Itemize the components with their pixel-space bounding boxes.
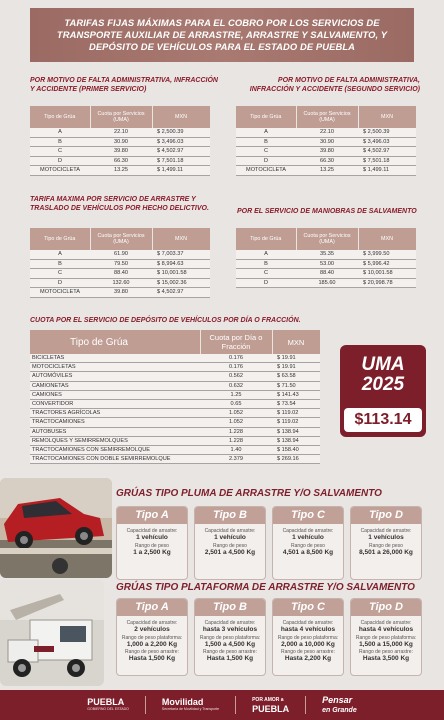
cell-tipo: B: [236, 259, 296, 269]
card-peso: 8,501 a 26,000 Kg: [359, 549, 413, 556]
cell-mxn: $ 2,500.39: [358, 128, 416, 137]
cell-uma: 66.30: [90, 156, 152, 166]
card-cap-label: Capacidad de arrastre:: [126, 528, 178, 534]
cell-tipo: B: [30, 259, 90, 269]
cell-mxn: $ 10,001.58: [152, 269, 210, 279]
cell-mxn: $ 10,001.58: [358, 269, 416, 279]
cell-mxn: $ 8,994.63: [152, 259, 210, 269]
cell-mxn: $ 7,501.18: [152, 156, 210, 166]
cell-uma: 132.60: [90, 278, 152, 288]
table-row: [30, 455, 320, 464]
cell-mxn: $ 4,502.97: [152, 147, 210, 157]
primer-servicio-title: POR MOTIVO DE FALTA ADMINISTRATIVA, INFRACCIÓN Y ACCIDENTE (PRIMER SERVICIO): [30, 77, 218, 93]
delictivo-table: [30, 228, 211, 298]
cell-tipo: TRACTOCAMIONES: [30, 418, 200, 427]
grua-card: [350, 506, 422, 580]
cell-mxn: $ 1,499.11: [358, 166, 416, 176]
cell-uma: 0.632: [200, 381, 272, 390]
table-row: [30, 166, 210, 176]
puebla-logo: [87, 698, 129, 712]
table-row: [236, 269, 416, 279]
card-tipo: Tipo B: [195, 599, 265, 616]
card-arr-label: Rango de peso arrastre:: [281, 649, 335, 655]
cell-tipo: D: [30, 278, 90, 288]
plataforma-title: GRÚAS TIPO PLATAFORMA DE ARRASTRE Y/O SALVAMENTO: [116, 582, 415, 593]
cell-mxn: $ 19.91: [272, 354, 320, 363]
puebla-logo-text: PUEBLA: [87, 697, 125, 707]
card-tipo: Tipo A: [117, 507, 187, 524]
col-tipo: Tipo de Grúa: [30, 228, 90, 250]
grua-card: [272, 598, 344, 676]
cell-tipo: A: [30, 250, 90, 259]
cell-tipo: C: [30, 269, 90, 279]
uma-box: [340, 345, 426, 437]
header-banner: [30, 8, 414, 62]
card-tipo: Tipo C: [273, 507, 343, 524]
card-cap-label: Capacidad de arrastre:: [360, 528, 412, 534]
cell-uma: 79.50: [90, 259, 152, 269]
card-peso: 2,501 a 4,500 Kg: [204, 549, 256, 556]
table-row: [30, 363, 320, 372]
grua-card: [272, 506, 344, 580]
card-cap: 1 vehículo: [214, 534, 246, 541]
card-tipo: Tipo C: [273, 599, 343, 616]
col-tipo: Tipo de Grúa: [30, 330, 200, 354]
cell-uma: 0.176: [200, 354, 272, 363]
card-cap: hasta 4 vehículos: [358, 626, 414, 633]
footer-divider: [145, 696, 146, 714]
cell-mxn: $ 73.54: [272, 400, 320, 409]
col-cuota: Cuota por Servicios (UMA): [90, 106, 152, 128]
col-cuota: Cuota por Día o Fracción: [200, 330, 272, 354]
cell-uma: 39.80: [90, 147, 152, 157]
poramor-logo: [252, 696, 289, 714]
col-cuota: Cuota por Servicios (UMA): [296, 106, 358, 128]
cell-uma: 0.176: [200, 363, 272, 372]
col-mxn: MXN: [152, 106, 210, 128]
cell-tipo: CAMIONETAS: [30, 381, 200, 390]
cell-uma: 53.00: [296, 259, 358, 269]
table-row: [30, 278, 210, 288]
cell-mxn: $ 141.43: [272, 390, 320, 399]
card-cap-label: Capacidad de arrastre:: [282, 620, 334, 626]
engrande-logo-text: en Grande: [322, 706, 357, 714]
cell-mxn: $ 2,500.39: [152, 128, 210, 137]
card-peso: 1 a 2,500 Kg: [133, 549, 171, 556]
card-arr-label: Rango de peso arrastre:: [359, 649, 413, 655]
card-cap-label: Capacidad de arrastre:: [126, 620, 178, 626]
plataforma-truck-photo: [0, 580, 104, 686]
table-row: [30, 381, 320, 390]
grua-card: [116, 598, 188, 676]
cell-uma: 22.10: [90, 128, 152, 137]
card-peso-label: Rango de peso plataforma:: [199, 635, 261, 641]
card-peso-label: Rango de peso plataforma:: [277, 635, 339, 641]
cell-tipo: MOTOCICLETA: [30, 166, 90, 176]
card-cap: 1 vehículo: [136, 534, 168, 541]
maniobras-table: [236, 228, 417, 288]
table-row: [30, 372, 320, 381]
col-cuota: Cuota por Servicios (UMA): [296, 228, 358, 250]
cell-uma: 22.10: [296, 128, 358, 137]
cell-uma: 1.052: [200, 409, 272, 418]
segundo-servicio-title: POR MOTIVO DE FALTA ADMINISTRATIVA, INFRACCIÓN Y ACCIDENTE (SEGUNDO SERVICIO): [249, 77, 420, 93]
cell-uma: 35.35: [296, 250, 358, 259]
card-tipo: Tipo B: [195, 507, 265, 524]
cell-uma: 39.80: [296, 147, 358, 157]
cell-uma: 1.228: [200, 427, 272, 436]
table-row: [236, 156, 416, 166]
footer-divider: [305, 696, 306, 714]
table-row: [30, 436, 320, 445]
cell-mxn: $ 20,998.78: [358, 278, 416, 288]
card-tipo: Tipo D: [351, 507, 421, 524]
card-tipo: Tipo D: [351, 599, 421, 616]
cell-tipo: C: [236, 269, 296, 279]
table-row: [236, 137, 416, 147]
table-row: [30, 269, 210, 279]
card-arr: Hasta 1,500 Kg: [206, 655, 254, 662]
cell-mxn: $ 19.91: [272, 363, 320, 372]
cell-mxn: $ 4,502.97: [358, 147, 416, 157]
pluma-truck-photo: [0, 478, 112, 578]
card-peso: 2,000 a 10,000 Kg: [281, 641, 335, 648]
poramor-logo-text: POR AMOR a: [252, 697, 284, 703]
cell-uma: 88.40: [90, 269, 152, 279]
table-row: [30, 137, 210, 147]
table-row: [236, 166, 416, 176]
page-title: TARIFAS FIJAS MÁXIMAS PARA EL COBRO POR LOS SERVICIOS DE TRANSPORTE AUXILIAR DE ARRASTRE, ARRASTRE Y SALVAMENTO, Y DEPÓSITO DE VEHÍCULOS PARA EL ESTADO DE PUEBLA: [56, 17, 388, 52]
uma-value: $113.14: [344, 408, 422, 432]
uma-label: UMA: [361, 354, 405, 375]
card-arr: Hasta 2,200 Kg: [284, 655, 332, 662]
cell-mxn: $ 4,502.97: [152, 288, 210, 298]
cell-mxn: $ 119.02: [272, 418, 320, 427]
poramor-logo-text2: PUEBLA: [252, 704, 290, 714]
cell-tipo: A: [30, 128, 90, 137]
cell-mxn: $ 15,002.36: [152, 278, 210, 288]
primer-servicio-table: [30, 106, 211, 176]
card-peso-label: Rango de peso: [213, 543, 247, 549]
card-cap-label: Capacidad de arrastre:: [282, 528, 334, 534]
col-cuota: Cuota por Servicios (UMA): [90, 228, 152, 250]
deposito-title: CUOTA POR EL SERVICIO DE DEPÓSITO DE VEHÍCULOS POR DÍA O FRACCIÓN.: [30, 317, 301, 324]
pluma-title: GRÚAS TIPO PLUMA DE ARRASTRE Y/O SALVAMENTO: [116, 488, 382, 499]
cell-tipo: MOTOCICLETA: [236, 166, 296, 176]
col-tipo: Tipo de Grúa: [236, 106, 296, 128]
table-row: [30, 409, 320, 418]
pensar-logo: [322, 696, 357, 715]
cell-tipo: AUTOBUSES: [30, 427, 200, 436]
cell-uma: 30.90: [90, 137, 152, 147]
cell-tipo: D: [30, 156, 90, 166]
col-mxn: MXN: [358, 228, 416, 250]
cell-mxn: $ 269.16: [272, 455, 320, 464]
col-mxn: MXN: [358, 106, 416, 128]
table-row: [30, 156, 210, 166]
cell-uma: 13.25: [90, 166, 152, 176]
card-peso-label: Rango de peso: [135, 543, 169, 549]
cell-tipo: AUTOMÓVILES: [30, 372, 200, 381]
card-peso: 4,501 a 8,500 Kg: [282, 549, 334, 556]
cell-tipo: BICICLETAS: [30, 354, 200, 363]
table-row: [30, 390, 320, 399]
cell-mxn: $ 158.40: [272, 446, 320, 455]
cell-uma: 13.25: [296, 166, 358, 176]
cell-uma: 30.90: [296, 137, 358, 147]
cell-uma: 0.562: [200, 372, 272, 381]
cell-uma: 39.80: [90, 288, 152, 298]
card-cap: hasta 4 vehículos: [280, 626, 336, 633]
card-peso-label: Rango de peso: [369, 543, 403, 549]
cell-tipo: A: [236, 128, 296, 137]
delictivo-title: TARIFA MAXIMA POR SERVICIO DE ARRASTRE Y TRASLADO DE VEHÍCULOS POR HECHO DELICTIVO.: [30, 196, 209, 212]
table-row: [30, 354, 320, 363]
cell-mxn: $ 5,996.42: [358, 259, 416, 269]
puebla-logo-sub: GOBIERNO DEL ESTADO: [87, 707, 129, 711]
card-arr-label: Rango de peso arrastre:: [125, 649, 179, 655]
cell-tipo: TRACTOCAMIONES CON SEMIRREMOLQUE: [30, 446, 200, 455]
cell-tipo: CAMIONES: [30, 390, 200, 399]
cell-uma: 66.30: [296, 156, 358, 166]
table-row: [30, 250, 210, 259]
card-cap: 2 vehículos: [134, 626, 170, 633]
maniobras-title: POR EL SERVICIO DE MANIOBRAS DE SALVAMENTO: [237, 208, 417, 215]
movilidad-logo: [162, 698, 219, 712]
cell-mxn: $ 7,003.37: [152, 250, 210, 259]
card-peso-label: Rango de peso: [291, 543, 325, 549]
cell-uma: 1.25: [200, 390, 272, 399]
table-row: [30, 128, 210, 137]
card-peso-label: Rango de peso plataforma:: [121, 635, 183, 641]
cell-tipo: MOTOCICLETAS: [30, 363, 200, 372]
deposito-table: [30, 330, 321, 464]
cell-mxn: $ 138.94: [272, 436, 320, 445]
table-row: [30, 288, 210, 298]
cell-mxn: $ 3,496.03: [152, 137, 210, 147]
col-tipo: Tipo de Grúa: [236, 228, 296, 250]
cell-uma: 1.052: [200, 418, 272, 427]
card-arr-label: Rango de peso arrastre:: [203, 649, 257, 655]
card-tipo: Tipo A: [117, 599, 187, 616]
card-cap: 1 vehículo: [292, 534, 324, 541]
pensar-logo-text: Pensar: [322, 694, 353, 705]
cell-mxn: $ 3,999.50: [358, 250, 416, 259]
card-arr: Hasta 3,500 Kg: [362, 655, 410, 662]
table-row: [30, 427, 320, 436]
cell-mxn: $ 3,496.03: [358, 137, 416, 147]
card-cap-label: Capacidad de arrastre:: [360, 620, 412, 626]
table-row: [30, 446, 320, 455]
card-cap-label: Capacidad de arrastre:: [204, 620, 256, 626]
table-row: [30, 400, 320, 409]
table-row: [236, 259, 416, 269]
table-row: [236, 128, 416, 137]
cell-tipo: C: [30, 147, 90, 157]
card-cap-label: Capacidad de arrastre:: [204, 528, 256, 534]
cell-uma: 2.379: [200, 455, 272, 464]
card-cap: 1 vehículos: [368, 534, 404, 541]
cell-mxn: $ 119.02: [272, 409, 320, 418]
cell-tipo: D: [236, 278, 296, 288]
cell-tipo: MOTOCICLETA: [30, 288, 90, 298]
card-cap: hasta 3 vehículos: [202, 626, 258, 633]
col-tipo: Tipo de Grúa: [30, 106, 90, 128]
card-peso-label: Rango de peso plataforma:: [355, 635, 417, 641]
table-row: [30, 259, 210, 269]
card-arr: Hasta 1,500 Kg: [128, 655, 176, 662]
cell-tipo: C: [236, 147, 296, 157]
grua-card: [194, 506, 266, 580]
cell-tipo: TRACTOCAMIONES CON DOBLE SEMIRREMOLQUE: [30, 455, 200, 464]
cell-tipo: B: [236, 137, 296, 147]
movilidad-logo-sub: Secretaría de Movilidad y Transporte: [161, 707, 220, 711]
movilidad-logo-text: Movilidad: [161, 697, 204, 707]
table-row: [236, 250, 416, 259]
segundo-servicio-table: [236, 106, 417, 176]
grua-card: [350, 598, 422, 676]
cell-mxn: $ 138.94: [272, 427, 320, 436]
cell-tipo: A: [236, 250, 296, 259]
grua-card: [194, 598, 266, 676]
cell-uma: 61.90: [90, 250, 152, 259]
card-peso: 1,000 a 2,200 Kg: [126, 641, 178, 648]
cell-uma: 0.65: [200, 400, 272, 409]
col-mxn: MXN: [152, 228, 210, 250]
cell-tipo: TRACTORES AGRÍCOLAS: [30, 409, 200, 418]
footer: [0, 690, 444, 720]
card-peso: 1,500 a 15,000 Kg: [359, 641, 413, 648]
cell-tipo: D: [236, 156, 296, 166]
cell-mxn: $ 7,501.18: [358, 156, 416, 166]
col-mxn: MXN: [272, 330, 320, 354]
cell-mxn: $ 71.50: [272, 381, 320, 390]
cell-tipo: REMOLQUES Y SEMIRREMOLQUES: [30, 436, 200, 445]
cell-tipo: B: [30, 137, 90, 147]
cell-mxn: $ 63.58: [272, 372, 320, 381]
cell-tipo: CONVERTIDOR: [30, 400, 200, 409]
uma-year: 2025: [361, 374, 405, 395]
cell-mxn: $ 1,499.11: [152, 166, 210, 176]
cell-uma: 1.228: [200, 436, 272, 445]
table-row: [30, 418, 320, 427]
table-row: [30, 147, 210, 157]
cell-uma: 88.40: [296, 269, 358, 279]
cell-uma: 1.40: [200, 446, 272, 455]
card-peso: 1,500 a 4,500 Kg: [204, 641, 256, 648]
table-row: [236, 278, 416, 288]
grua-card: [116, 506, 188, 580]
cell-uma: 185.60: [296, 278, 358, 288]
footer-divider: [235, 696, 236, 714]
table-row: [236, 147, 416, 157]
